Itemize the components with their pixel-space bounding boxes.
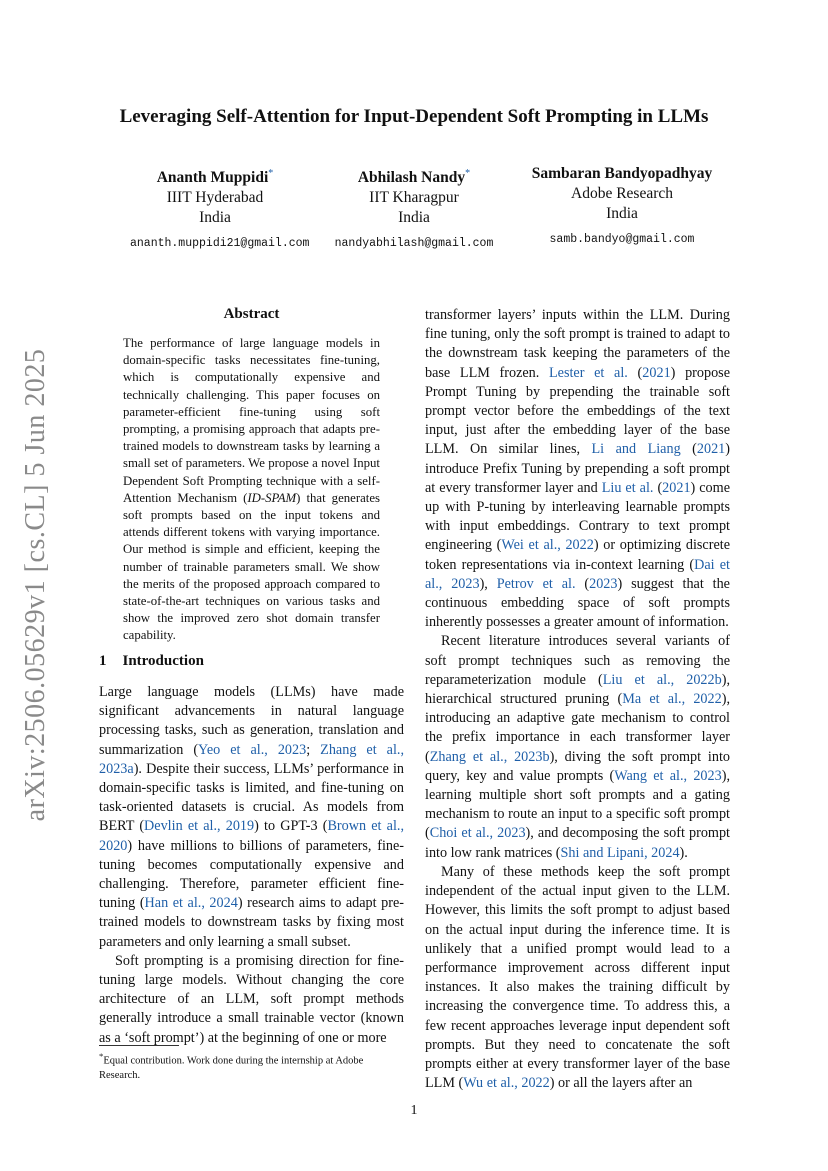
- paper-title: Leveraging Self-Attention for Input-Dependent Soft Prompting in LLMs: [119, 106, 709, 127]
- citation-link[interactable]: Li and Liang: [591, 441, 681, 458]
- text-run: ), hierarchical structured pruning (: [425, 671, 730, 708]
- citation-link[interactable]: Petrov et al.: [496, 575, 576, 592]
- text-run: ) introduce Prefix Tuning by prepending a soft prompt at every transformer layer and: [425, 441, 730, 496]
- author-email: samb.bandyo@gmail.com: [549, 233, 695, 246]
- citation-link[interactable]: Wei et al., 2022: [501, 537, 594, 554]
- abstract-body: The performance of large language models in domain-specific tasks necessitates fine-tuning, which is computationally expensive and technically challenging. This paper focuses on parameter-efficient fine-tuning using soft prompting, a promising approach that adapts pre-trained models to downstream tasks by learning a small set of parameters. We propose a novel Input Dependent Soft Prompting technique with a self-Attention Mechanism (ID-SPAM) that generates soft prompts based on the input tokens and attends different tokens with varying importance. Our method is simple and efficient, keeping the number of trainable parameters small. We show the merits of the proposed approach compared to state-of-the-art techniques on various tasks and show the improved zero shot domain transfer capability.: [123, 336, 380, 643]
- text-run: ) or optimizing discrete token representations via in-context learning (: [425, 537, 730, 573]
- author-email: nandyabhilash@gmail.com: [334, 237, 494, 251]
- citation-link[interactable]: Brown et al., 2020: [99, 818, 404, 854]
- citation-link[interactable]: Ma et al., 2022: [622, 691, 722, 708]
- section-heading-introduction: 1 Introduction: [99, 653, 204, 669]
- citation-link[interactable]: 2021: [696, 441, 726, 458]
- citation-link[interactable]: Dai et al., 2023: [425, 556, 730, 592]
- text-run: Soft prompting is a promising direction for fine-tuning large models. Without changing the core architecture of an LLM, soft prompt methods generally introduce a small trainable vector (known as a ‘soft prompt’) at the beginning of one or more: [99, 952, 404, 1046]
- text-run: (: [653, 479, 663, 496]
- citation-link[interactable]: Zhang et al., 2023b: [429, 748, 550, 765]
- author-name: Abhilash Nandy: [357, 169, 466, 187]
- footnote: *Equal contribution. Work done during the internship at Adobe Research.: [99, 1051, 364, 1081]
- page-number: 1: [410, 1103, 418, 1118]
- citation-link[interactable]: Shi and Lipani, 2024: [560, 844, 680, 861]
- right-column: [425, 306, 730, 1093]
- text-run: (: [627, 364, 643, 381]
- citation-link[interactable]: 2023: [589, 575, 618, 592]
- author-2: [318, 164, 510, 254]
- citation-link[interactable]: Wu et al., 2022: [463, 1075, 550, 1092]
- citation-link[interactable]: Choi et al., 2023: [429, 825, 526, 842]
- text-run: ). Despite their success, LLMs’ performance in domain-specific tasks is limited, and fine-tuning on task-oriented datasets is crucial. As models from BERT (: [99, 760, 404, 835]
- equal-contribution-mark[interactable]: *: [465, 168, 471, 179]
- arxiv-identifier: arXiv:2506.05629v1 [cs.CL] 5 Jun 2025: [20, 348, 51, 822]
- author-1: [130, 164, 310, 254]
- text-run: transformer layers’ inputs within the LLM. During fine tuning, only the soft prompt is trained to adapt to the downstream task keeping the parameters of the base LLM frozen.: [425, 307, 730, 381]
- text-run: ) or all the layers after an: [549, 1075, 693, 1092]
- text-run: ) come up with P-tuning by interleaving learnable prompts with input embeddings. Contrary to text prompt engineering (: [425, 479, 730, 554]
- paragraph: [99, 683, 404, 952]
- citation-link[interactable]: 2021: [662, 479, 691, 496]
- citation-link[interactable]: Devlin et al., 2019: [144, 818, 255, 835]
- equal-contribution-mark[interactable]: *: [268, 168, 274, 179]
- author-name: Sambaran Bandyopadhyay: [531, 165, 713, 182]
- author-country: India: [606, 205, 638, 222]
- text-run: ) research aims to adapt pre-trained models to downstream tasks by fixing most parameters and only learning a small subset.: [99, 895, 404, 950]
- citation-link[interactable]: Zhang et al., 2023a: [99, 741, 404, 777]
- text-run: ) to GPT-3 (: [254, 818, 328, 835]
- citation-link[interactable]: Han et al., 2024: [144, 895, 238, 912]
- left-column: [99, 683, 404, 1048]
- text-run: ), and decomposing the soft prompt into low rank matrices (: [425, 825, 730, 861]
- text-run: ), introducing an adaptive gate mechanism to control the prefix importance in each transformer layer (: [425, 691, 730, 765]
- author-name: Ananth Muppidi: [156, 169, 269, 187]
- author-country: India: [199, 209, 231, 227]
- text-run: Many of these methods keep the soft prompt independent of the actual input given to the LLM. However, this limits the soft prompt to adjust based on the actual input during the inference time. It is unlikely that a unified prompt would lead to a performance improvement across different input instances. It also makes the training difficult by increasing the convergence time. To address this, a few recent approaches leverage input dependent soft prompts. But they need to concatenate the soft prompts either at every transformer layer of the base LLM (: [425, 863, 730, 1092]
- author-affiliation: IIT Kharagpur: [369, 189, 459, 207]
- text-run: ), diving the soft prompt into query, key and value prompts (: [425, 748, 730, 784]
- paragraph: [99, 952, 404, 1048]
- paragraph: [425, 863, 730, 1093]
- author-affiliation: Adobe Research: [571, 185, 673, 202]
- text-run: ;: [306, 741, 321, 758]
- text-run: (: [575, 575, 590, 592]
- citation-link[interactable]: Wang et al., 2023: [614, 767, 722, 784]
- citation-link[interactable]: 2021: [642, 364, 671, 381]
- citation-link[interactable]: Lester et al.: [549, 364, 628, 381]
- text-run: ),: [479, 575, 497, 592]
- text-run: ) have millions to billions of parameters, fine-tuning becomes computationally expensive and challenging. Therefore, parameter efficient fine-tuning (: [99, 837, 404, 912]
- author-email: ananth.muppidi21@gmail.com: [130, 237, 310, 251]
- text-run: ) propose Prompt Tuning by prepending the trainable soft prompt vector before the embeddings of the text input, just after the embedding layer of the base LLM. On similar lines,: [425, 364, 730, 458]
- paragraph: [425, 632, 730, 862]
- citation-link[interactable]: Yeo et al., 2023: [198, 741, 307, 758]
- author-affiliation: IIIT Hyderabad: [166, 189, 264, 207]
- text-run: ), learning multiple short soft prompts and a gating mechanism to route an input to a specific soft prompt (: [425, 767, 730, 842]
- author-3: [520, 164, 724, 250]
- footnote-divider: [99, 1045, 179, 1046]
- citation-link[interactable]: Liu et al., 2022b: [602, 671, 722, 688]
- citation-link[interactable]: Liu et al.: [601, 479, 654, 496]
- author-country: India: [398, 209, 430, 227]
- paragraph: [425, 306, 730, 632]
- text-run: ).: [679, 844, 688, 861]
- text-run: Recent literature introduces several variants of soft prompt techniques such as removing the reparameterization module (: [425, 633, 730, 688]
- text-run: ) suggest that the continuous embedding space of soft prompts inherently possesses a greater amount of information.: [425, 575, 730, 631]
- text-run: (: [680, 441, 697, 458]
- abstract-heading: Abstract: [223, 306, 280, 322]
- text-run: Large language models (LLMs) have made significant advancements in natural language processing tasks, such as generation, translation and summarization (: [99, 684, 404, 758]
